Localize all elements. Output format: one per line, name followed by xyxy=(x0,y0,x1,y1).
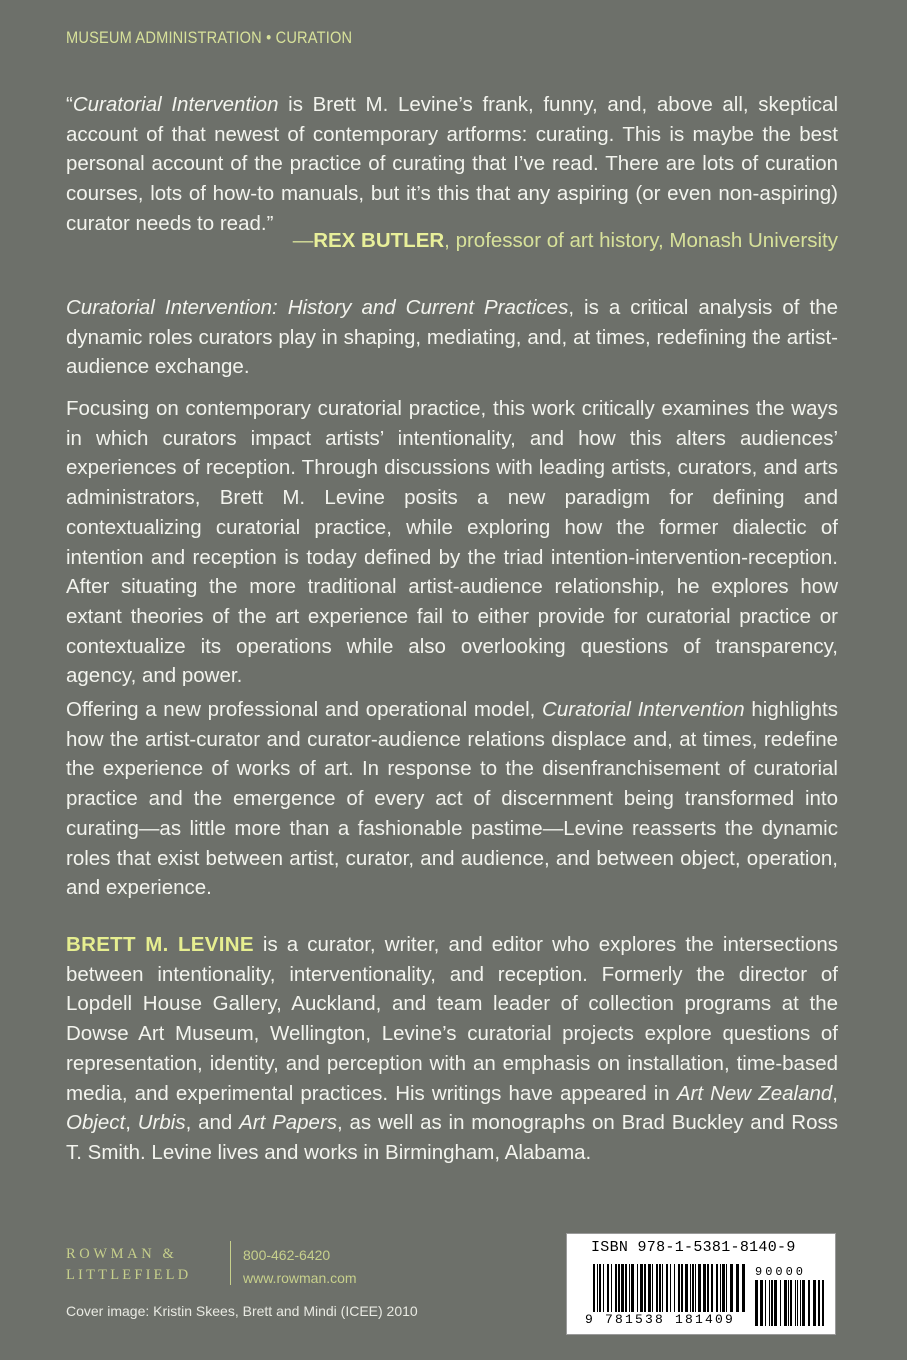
attribution-dash: — xyxy=(292,229,314,252)
publication-2: Object xyxy=(66,1111,126,1135)
description-paragraph-2 xyxy=(66,394,838,691)
separator: , xyxy=(125,1111,138,1135)
description-paragraph-3 xyxy=(66,695,838,903)
barcode-bar xyxy=(666,1264,668,1312)
barcode-bar xyxy=(656,1264,658,1312)
separator: , and xyxy=(185,1111,240,1135)
barcode-bar xyxy=(698,1264,701,1312)
barcode-bar xyxy=(736,1264,739,1312)
barcode-bar xyxy=(659,1264,661,1312)
barcode-bar xyxy=(692,1264,694,1312)
publisher-name-line-2: LITTLEFIELD xyxy=(66,1267,192,1283)
barcode-bar xyxy=(784,1280,787,1326)
para1-text: , is a critical analysis of the dynamic roles curators play in shaping, mediating, and, at times, redefining the artist-audience exchange. xyxy=(66,296,838,379)
barcode-bar xyxy=(774,1280,777,1326)
barcode-bar xyxy=(621,1264,624,1312)
barcode-bar xyxy=(670,1264,671,1312)
publisher-divider xyxy=(230,1241,231,1285)
book-full-title: Curatorial Intervention: History and Current Practices xyxy=(66,296,569,319)
barcode-bar xyxy=(769,1280,770,1326)
barcode-bar xyxy=(726,1264,727,1312)
barcode-bar xyxy=(703,1264,706,1312)
barcode-bar xyxy=(808,1280,810,1326)
barcode-bar xyxy=(716,1264,718,1312)
barcode-bar xyxy=(795,1280,796,1326)
bio-text-2: , as well as in monographs on Brad Buckley and Ross T. Smith. Levine lives and works in Birmingham, Alabama. xyxy=(66,1111,838,1164)
para3-text-after: highlights how the artist-curator and curator-audience relations displace and, at times, redefine the experience of works of art. In response to the disenfranchisement of curatorial practice and the emergence of every act of discernment being transformed into curating—as little more than a fashionable pastime—Levine reasserts the dynamic roles that exist between artist, curator, and audience, and between object, operation, and experience. xyxy=(66,698,838,900)
publisher-name-line-1: ROWMAN & xyxy=(66,1246,178,1262)
barcode-bar xyxy=(597,1264,598,1312)
barcode-bar xyxy=(765,1280,766,1326)
category-label: MUSEUM ADMINISTRATION • CURATION xyxy=(66,28,353,47)
barcode-bar xyxy=(625,1264,627,1312)
quote-attribution xyxy=(293,226,838,256)
barcode-bar xyxy=(771,1280,773,1326)
bio-text-1: is a curator, writer, and editor who explores the intersections between intentionality, interventionality, and reception. Formerly the director of Lopdell House Gallery, Auckland, and team leader of collection programs at the Dowse Art Museum, Wellington, Levine’s curatorial projects explore questions of representation, identity, and perception with an emphasis on installation, time-based media, and experimental practices. His writings have appeared in xyxy=(66,933,838,1105)
barcode-bar xyxy=(607,1264,609,1312)
endorsement-quote xyxy=(66,90,838,239)
barcode-bar xyxy=(788,1280,789,1326)
quote-book-title: Curatorial Intervention xyxy=(72,93,279,116)
quote-text: is Brett M. Levine’s frank, funny, and, above all, skeptical account of that newest of contemporary artforms: curating. This is maybe the best personal account of the practice of curating that I’ve read. There are lots of curation courses, lots of how-to manuals, but it’s this that any aspiring (or even non-aspiring) curator needs to read.” xyxy=(66,93,839,235)
barcode-bar xyxy=(822,1280,824,1326)
barcode-bar xyxy=(818,1280,820,1326)
barcode-bar xyxy=(790,1280,792,1326)
para3-text-before: Offering a new professional and operational model, xyxy=(66,698,543,721)
author-bio xyxy=(66,930,838,1168)
publication-4: Art Papers xyxy=(239,1111,338,1135)
barcode-bar xyxy=(648,1264,651,1312)
barcode-bar xyxy=(611,1264,612,1312)
barcode-bar xyxy=(629,1264,630,1312)
barcode-bar xyxy=(685,1264,688,1312)
barcode-bar xyxy=(711,1264,713,1312)
barcode-bar xyxy=(652,1264,653,1312)
barcode-bar xyxy=(690,1264,691,1312)
para3-book-title: Curatorial Intervention xyxy=(542,698,745,721)
barcode-bar xyxy=(681,1264,683,1312)
publication-3: Urbis xyxy=(137,1111,186,1135)
barcode-bar xyxy=(730,1264,733,1312)
barcode-bar xyxy=(800,1280,801,1326)
barcode-price-code: 90000 xyxy=(755,1265,807,1279)
barcode-bar xyxy=(640,1264,643,1312)
barcode-bar xyxy=(720,1264,721,1312)
description-paragraph-1 xyxy=(66,293,838,382)
publisher-website: www.rowman.com xyxy=(243,1270,357,1286)
barcode-bar xyxy=(797,1280,798,1326)
author-name: BRETT M. LEVINE xyxy=(66,933,254,956)
barcode-bar xyxy=(678,1264,680,1312)
barcode-bar xyxy=(615,1264,617,1312)
barcode-bar xyxy=(722,1264,725,1312)
attribution-affiliation: , professor of art history, Monash University xyxy=(444,229,838,252)
quote-open-mark: “ xyxy=(66,93,73,116)
barcode-bar xyxy=(760,1280,763,1326)
barcode-digits: 9 781538 181409 xyxy=(585,1312,736,1327)
barcode-bar xyxy=(707,1264,709,1312)
publisher-contact xyxy=(243,1244,357,1290)
para2-text: Focusing on contemporary curatorial practice, this work critically examines the ways in which curators impact artists’ intentionality, and how this alters audiences’ experiences of reception. Through discussions with leading artists, curators, and arts administrators, Brett M. Levine posits a new paradigm for defining and contextualizing curatorial practice, while exploring how the former dialectic of intention and reception is today defined by the triad intention-intervention-reception. After situating the more traditional artist-audience relationship, he explores how extant theories of the art experience fail to either provide for curatorial practice or contextualize its operations while also overlooking questions of transparency, agency, and power. xyxy=(66,397,838,688)
publisher-logo xyxy=(66,1244,191,1286)
barcode-bar xyxy=(662,1264,663,1312)
barcode-bar xyxy=(674,1264,675,1312)
barcode-bar xyxy=(631,1264,634,1312)
barcode-bar xyxy=(618,1264,620,1312)
barcode-bar xyxy=(813,1280,816,1326)
barcode-bar xyxy=(644,1264,646,1312)
separator: , xyxy=(832,1081,838,1105)
barcode-bar xyxy=(603,1264,604,1312)
barcode-bar xyxy=(780,1280,781,1326)
cover-credit: Cover image: Kristin Skees, Brett and Mindi (ICEE) 2010 xyxy=(66,1303,418,1319)
attribution-author: REX BUTLER xyxy=(313,229,445,252)
barcode-bar xyxy=(695,1264,696,1312)
barcode-bar xyxy=(593,1264,595,1312)
barcode-bar xyxy=(802,1280,805,1326)
publication-1: Art New Zealand xyxy=(676,1081,833,1105)
barcode-bar xyxy=(755,1280,758,1326)
publisher-phone: 800-462-6420 xyxy=(243,1247,331,1263)
barcode-bar xyxy=(637,1264,638,1312)
barcode-bar xyxy=(599,1264,601,1312)
isbn-label: ISBN 978-1-5381-8140-9 xyxy=(591,1239,796,1256)
isbn-barcode xyxy=(566,1233,836,1335)
barcode-bar xyxy=(742,1264,745,1312)
